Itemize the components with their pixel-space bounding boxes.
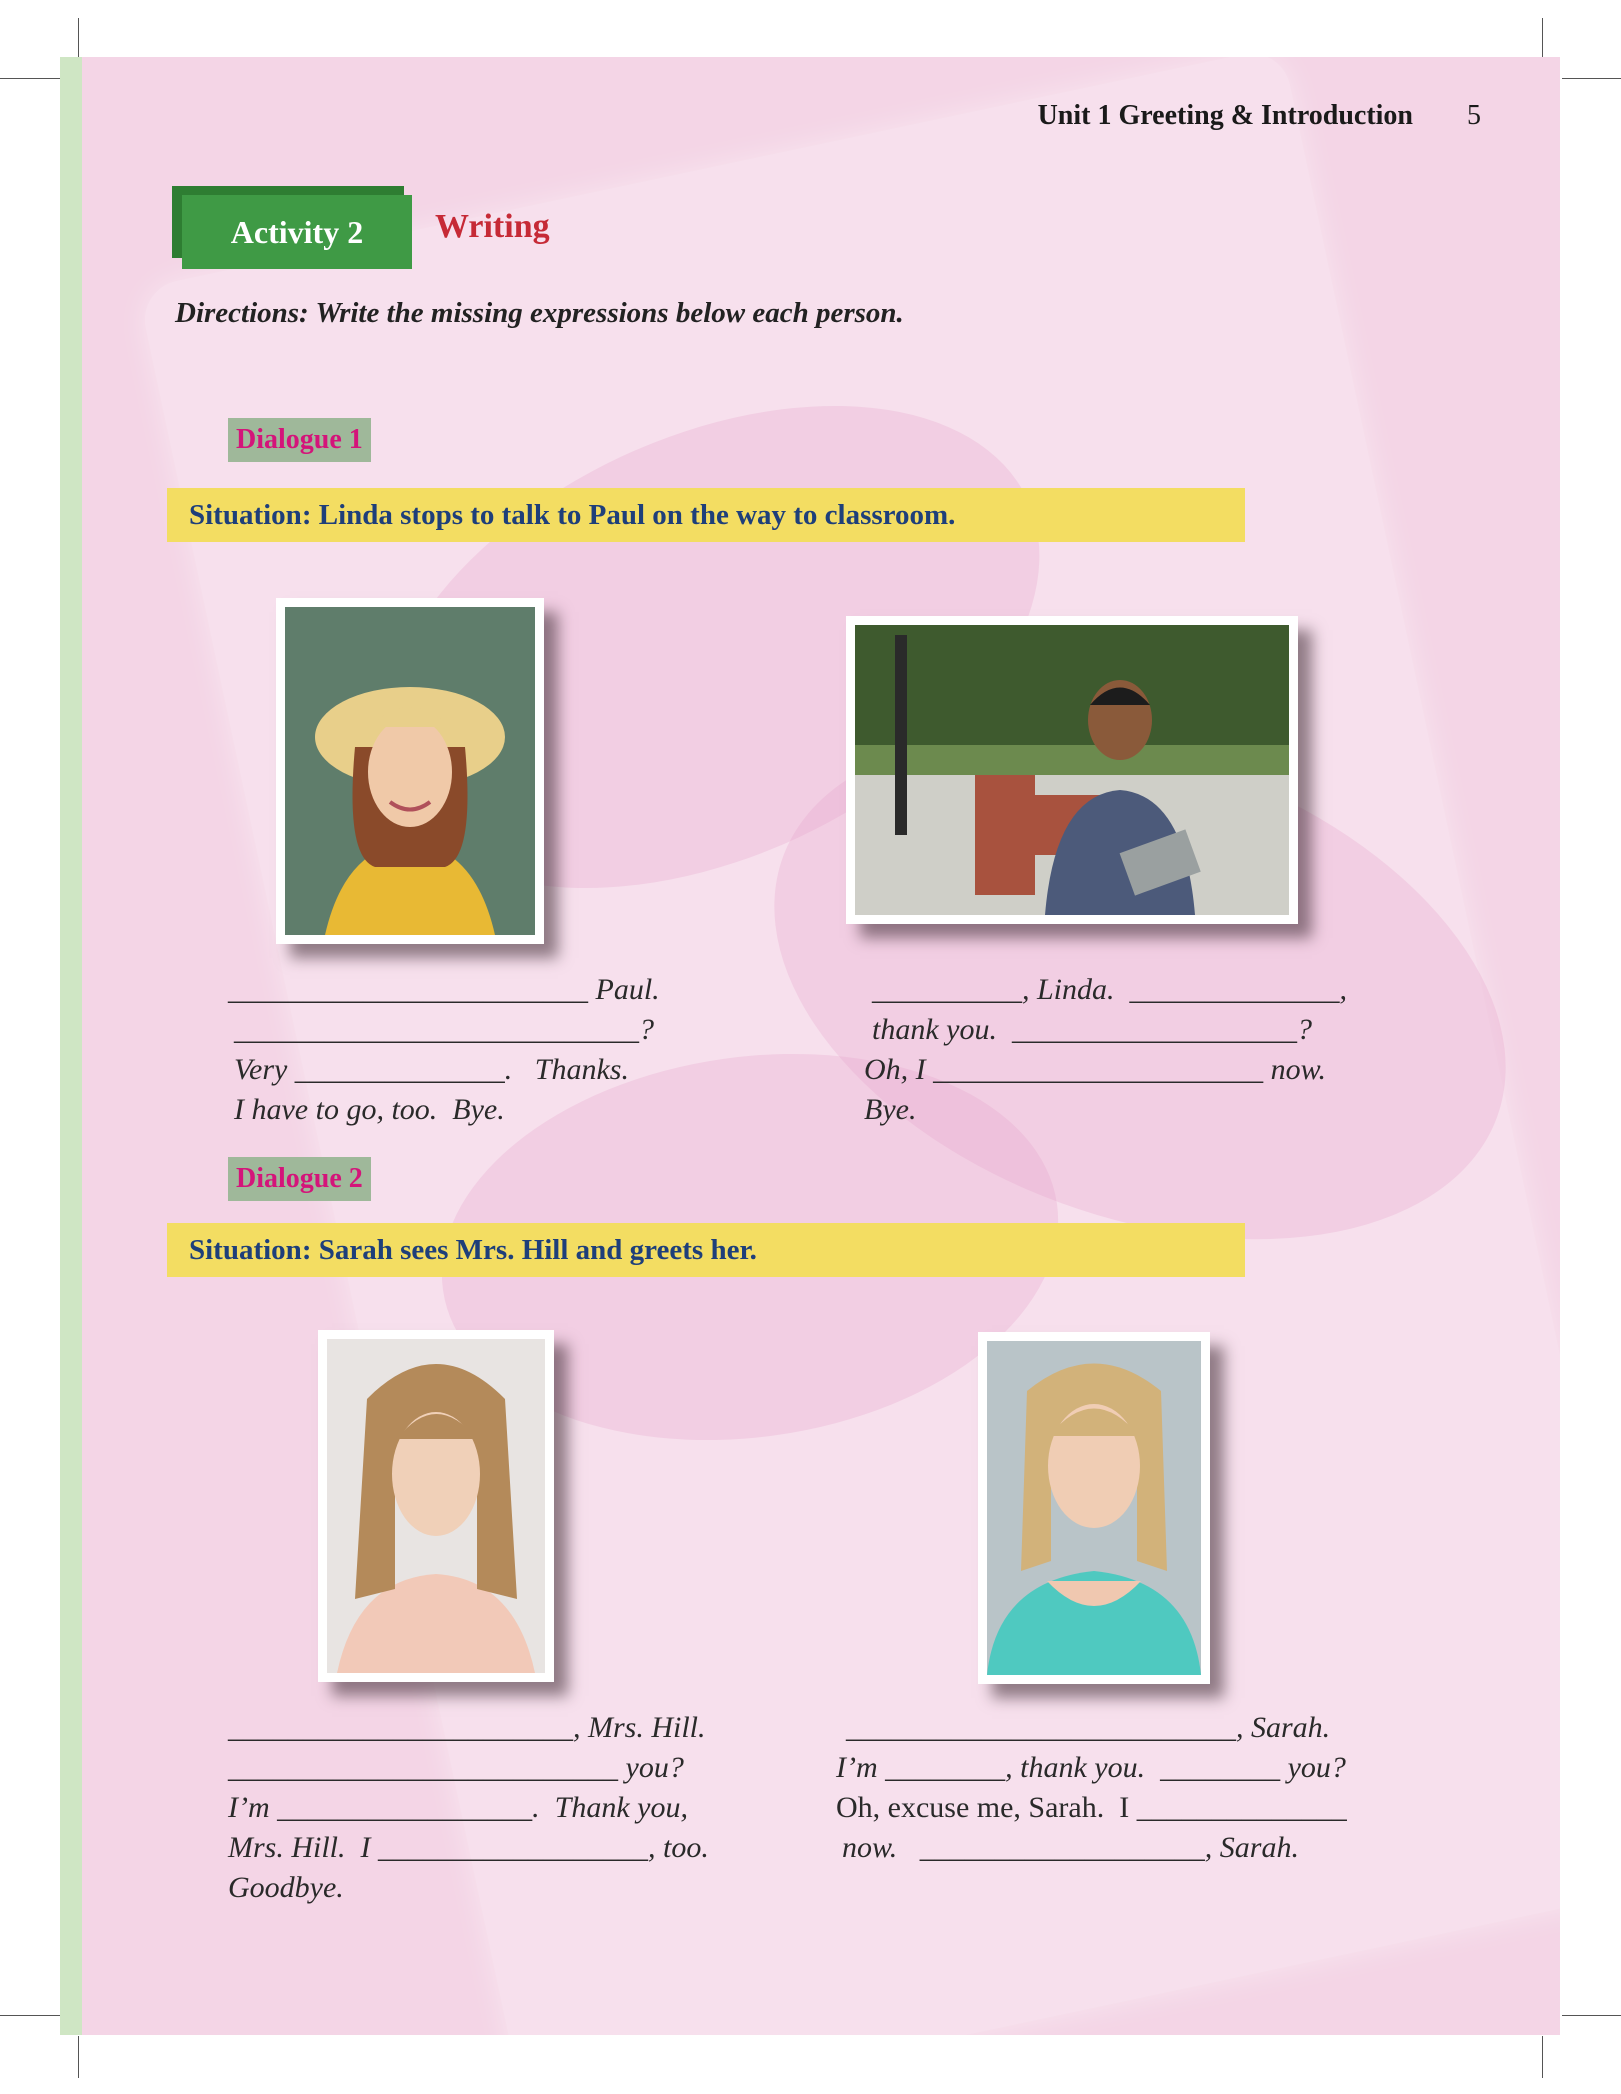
dialogue-2-right-line-3: Oh, excuse me, Sarah. I ______________ xyxy=(836,1791,1347,1824)
dialogue-2-left-line-5: Goodbye. xyxy=(228,1871,344,1904)
crop-mark xyxy=(0,2015,60,2016)
crop-mark xyxy=(1562,2015,1621,2016)
page-header xyxy=(1038,100,1481,132)
dialogue-1-right-line-2: thank you. ___________________? xyxy=(872,1013,1312,1046)
activity-badge xyxy=(172,186,402,268)
dialogue-2-left-line-4: Mrs. Hill. I __________________, too. xyxy=(228,1831,709,1864)
crop-mark xyxy=(78,2036,79,2078)
activity-type: Writing xyxy=(435,208,550,245)
dialogue-1-left-line-3: Very ______________. Thanks. xyxy=(234,1053,629,1086)
paul-photo xyxy=(846,616,1298,924)
dialogue-2-right-line-2: I’m ________, thank you. ________ you? xyxy=(836,1751,1346,1784)
crop-mark xyxy=(1542,18,1543,60)
dialogue-1-left-line-2: ___________________________? xyxy=(234,1013,654,1046)
activity-label: Activity 2 xyxy=(182,195,412,269)
dialogue-2-left-line-3: I’m _________________. Thank you, xyxy=(228,1791,688,1824)
mrs-hill-photo xyxy=(978,1332,1210,1684)
dialogue-1-left-line-4: I have to go, too. Bye. xyxy=(234,1093,505,1126)
crop-mark xyxy=(1562,78,1621,79)
dialogue-2-left-line-2: __________________________ you? xyxy=(228,1751,684,1784)
crop-mark xyxy=(78,18,79,60)
dialogue-2-right-line-4: now. ___________________, Sarah. xyxy=(842,1831,1299,1864)
dialogue-2-label: Dialogue 2 xyxy=(228,1157,371,1201)
dialogue-1-label: Dialogue 1 xyxy=(228,418,371,462)
dialogue-2-left-line-1: _______________________, Mrs. Hill. xyxy=(228,1711,706,1744)
directions-text: Directions: Write the missing expressions below each person. xyxy=(175,297,904,329)
dialogue-1-right-line-1: __________, Linda. ______________, xyxy=(872,973,1348,1006)
crop-mark xyxy=(0,78,60,79)
page-number: 5 xyxy=(1467,100,1481,131)
dialogue-2-right-line-1: __________________________, Sarah. xyxy=(846,1711,1331,1744)
crop-mark xyxy=(1542,2036,1543,2078)
left-color-bar xyxy=(60,57,82,2035)
dialogue-1-left-line-1: ________________________ Paul. xyxy=(228,973,660,1006)
dialogue-1-situation: Situation: Linda stops to talk to Paul on the way to classroom. xyxy=(167,488,1245,542)
unit-title: Unit 1 Greeting & Introduction xyxy=(1037,100,1413,131)
sarah-photo xyxy=(318,1330,554,1682)
dialogue-1-right-line-3: Oh, I ______________________ now. xyxy=(864,1053,1326,1086)
linda-photo xyxy=(276,598,544,944)
dialogue-1-right-line-4: Bye. xyxy=(864,1093,917,1126)
dialogue-2-situation: Situation: Sarah sees Mrs. Hill and greets her. xyxy=(167,1223,1245,1277)
